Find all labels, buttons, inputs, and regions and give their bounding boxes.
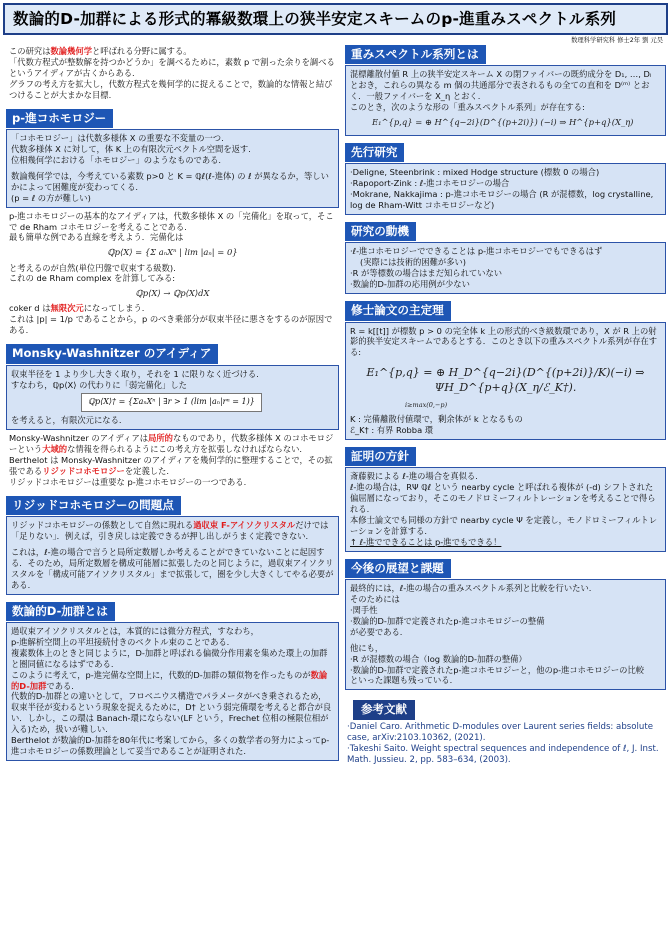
heading-weight: 重みスペクトル系列とは bbox=[345, 45, 486, 64]
box-weight bbox=[345, 65, 666, 136]
title-bar bbox=[3, 3, 668, 35]
highlight-global: 大域的 bbox=[42, 443, 68, 454]
body-text: になってしまう. bbox=[83, 303, 145, 314]
page-title: 数論的D-加群による形式的冪級数環上の狭半安定スキームのp-進重みスペクトル系列 bbox=[13, 9, 617, 28]
box-text: 複素数体上のときと同じように，D-加群と呼ばれる偏微分作用素を集めた環上の加群と圏同値になるはずである. bbox=[11, 647, 328, 669]
box-text: ·数論的D-加群で定義されたp-進コホモロジーと，他のp-進コホモロジーの比較 bbox=[350, 664, 645, 675]
box-future bbox=[345, 579, 666, 690]
body-text: なものであり，代数多様体 X のコホモロジーという bbox=[9, 432, 334, 454]
box-text-rigid bbox=[11, 520, 334, 542]
formula-weak-completion: ℚp⟨X⟩† = {ΣaₙXⁿ | ∃r > 1 (lim |aₙ|rⁿ = 1)} bbox=[81, 393, 262, 412]
box-text: ·R が等標数の場合はまだ知られていない bbox=[350, 268, 503, 279]
box-p-adic-cohomology bbox=[6, 129, 339, 208]
body-text: coker d は bbox=[9, 303, 51, 314]
box-text: Berthelot が数論的D-加群を80年代に考案してから，多くの数学者の努力によってp-進コホモロジーの係数理論として妥当であることが証明された. bbox=[11, 735, 330, 757]
body-text: Monsky-Washnitzer のアイディアは bbox=[9, 432, 149, 443]
body-text: これの de Rham complex を計算してみる: bbox=[9, 273, 176, 284]
reference-list bbox=[345, 722, 666, 767]
box-thesis bbox=[345, 322, 666, 440]
body-text-berthelot bbox=[9, 455, 336, 477]
reference-item: ·Daniel Caro. Arithmetic D-modules over Laurent series fields: absolute case, arXiv:2103.10362, (2021). bbox=[347, 721, 654, 743]
box-text: である. bbox=[46, 680, 74, 691]
heading-rigid-problem: リジッドコホモロジーの問題点 bbox=[6, 496, 181, 515]
heading-proof: 証明の方針 bbox=[345, 447, 416, 466]
box-text: ℓ-進の場合は，RΨ ℚℓ という nearby cycle と呼ばれる複体が (-d) シフトされた偏屈層になっており，そこのモノドロミーフィルトレーションを考えることで得られる. bbox=[350, 482, 656, 514]
box-text: このとき，次のような形の「重みスペクトル系列」が存在する: bbox=[350, 102, 585, 113]
intro-highlight: 数論幾何学 bbox=[50, 46, 92, 56]
box-text: ·ℓ-進コホモロジーでできることは p-進コホモロジーでもできるはず bbox=[350, 246, 603, 257]
formula-de-rham: ℚp⟨X⟩ → ℚp⟨X⟩dX bbox=[135, 288, 210, 299]
box-text: (実際には技術的困難が多い) bbox=[360, 257, 467, 268]
box-text: ·関手性 bbox=[350, 604, 378, 615]
box-text: ·数論的D-加群の応用例が少ない bbox=[350, 279, 470, 290]
box-text: これは，ℓ-進の場合で言うと局所定数層しか考えることができていないことに起因する．そのため，局所定数層を構成可能層に拡張したのと同じように，過収束アイソクリスタルを「構成可能アイソクリスタル」まで拡張して，圏を少し大きくしてやる必要がある. bbox=[11, 546, 334, 590]
box-text: そのためには bbox=[350, 593, 400, 604]
heading-prior: 先行研究 bbox=[345, 143, 404, 162]
formula-index: i≥max(0,−p) bbox=[405, 401, 448, 410]
highlight-isocrystal: 過収束 F-アイソクリスタル bbox=[193, 519, 296, 530]
box-rigid-problem bbox=[6, 516, 339, 595]
formula-main-theorem: E₁^{p,q} = ⊕ H_D^{q−2i}(D^{(p+2i)}/K)(−i) ⇒ ΨH_D^{p+q}(X_η/ℰ_K†). bbox=[366, 366, 645, 394]
box-text: ·R が混標数の場合（log 数論的D-加群の整備） bbox=[350, 653, 527, 664]
box-text: だけでは「足りない」．例えば，引き戻しは定義できるが押し出しがうまく定義できない. bbox=[11, 519, 329, 541]
box-text: 他にも， bbox=[350, 642, 384, 653]
box-text: ℰ_K† : 有界 Robba 環 bbox=[350, 424, 434, 435]
intro-text: この研究は bbox=[9, 46, 51, 56]
box-arith-d bbox=[6, 622, 339, 761]
box-text: 「コホモロジー」は代数多様体 X の重要な不変量の一つ. bbox=[11, 132, 224, 143]
p-adic-cohomology-body bbox=[6, 208, 339, 338]
box-text: 代数多様体 X に対して，体 K 上の有限次元ベクトル空間を返す. bbox=[11, 143, 251, 154]
intro-line-1 bbox=[9, 46, 336, 57]
body-text: と考えるのが自然(単位円盤で収束する級数). bbox=[9, 262, 176, 273]
box-text: リジッドコホモロジーの係数として自然に現れる bbox=[11, 519, 194, 530]
box-text: 位相幾何学における「ホモロジー」のようなものである. bbox=[11, 154, 222, 165]
heading-p-adic-cohomology: p-進コホモロジー bbox=[6, 109, 113, 128]
highlight-arith-d: 数論的D-加群 bbox=[11, 669, 328, 691]
box-text: 過収束アイソクリスタルとは，本質的には微分方程式，すなわち， bbox=[11, 625, 259, 636]
box-text: K : 完備離散付値環で，剰余体が k となるもの bbox=[350, 413, 523, 424]
body-text: を定義した. bbox=[124, 465, 169, 476]
intro-block bbox=[6, 45, 339, 102]
body-text: な情報を得られるようにこの考え方を拡張しなければならない. bbox=[67, 443, 303, 454]
intro-line-2: 「代数方程式が整数解を持つかどうか」を調べるために，素数 p で割った余りを調べるというアイディアが古くからある. bbox=[9, 56, 335, 78]
box-text: すなわち，ℚp⟨X⟩ の代わりに「弱完備化」した bbox=[11, 379, 187, 390]
formula-completion: ℚp⟨X⟩ = {Σ aₙXⁿ | lim |aₙ| = 0} bbox=[107, 247, 238, 258]
box-text: (p = ℓ の方が難しい) bbox=[11, 192, 91, 203]
body-text: これは |p| = 1/p であることから，p のべき乗部分が収束半径に悪さをするのが原因である. bbox=[9, 314, 333, 336]
box-text: ·数論的D-加群で定義されたp-進コホモロジーの整備 bbox=[350, 615, 545, 626]
highlight-local: 局所的 bbox=[148, 432, 173, 443]
box-text: 斎藤毅による ℓ-進の場合を真似る. bbox=[350, 471, 478, 482]
box-proof bbox=[345, 467, 666, 552]
body-text-monsky bbox=[9, 433, 336, 455]
box-prior bbox=[345, 163, 666, 215]
box-text: p-進解析空間上の平坦接続付きのベクトル束のことである. bbox=[11, 636, 230, 647]
box-text: R = k[[t]] が標数 p > 0 の完全体 k 上の形式的べき級数環であり，X が R 上の射影的狭半安定スキームであるとする．このとき以下の重みスペクトル系列が存在する: bbox=[350, 325, 657, 358]
highlight-infinite-dim: 無限次元 bbox=[50, 303, 84, 314]
box-text: 混標離散付値 R 上の狭半安定スキーム X の閉ファイバーの既約成分を D₁, …, Dₗ とおき，これらの異なる m 個の共通部分で表されるもの全ての直和を D⁽ᵐ⁾ とおく．一般ファイバーを X_η とおく. bbox=[350, 69, 652, 102]
heading-monsky: Monsky-Washnitzer のアイディア bbox=[6, 344, 218, 363]
right-column bbox=[345, 45, 666, 766]
body-text: Berthelot は Monsky-Washnitzer のアイディアを幾何学的に整理することで，その拡張である bbox=[9, 454, 333, 476]
heading-future: 今後の展望と課題 bbox=[345, 559, 451, 578]
box-text: ↑ ℓ-進でできることは p-進でもできる！ bbox=[350, 536, 502, 547]
box-text: このように考えて，p-進完備な空間上に，代数的D-加群の類似物を作ったものが bbox=[11, 669, 311, 680]
box-text: 数論幾何学では，今考えている素数 p>0 と K = ℚℓ(ℓ-進体) の ℓ が異なるか，等しいかによって困難度が変わってくる. bbox=[11, 170, 329, 192]
box-text-arith bbox=[11, 670, 334, 692]
reference-item: ·Takeshi Saito. Weight spectral sequences and independence of ℓ, J. Inst. Math. Jussieu. 2, pp. 583–634, (2003). bbox=[347, 743, 659, 766]
box-text: ·Rapoport-Zink : ℓ-進コホモロジーの場合 bbox=[350, 178, 510, 189]
heading-arith-d: 数論的D-加群とは bbox=[6, 602, 115, 621]
box-text: ·Mokrane, Nakkajima : p-進コホモロジーの場合 (R が混標数，log crystalline, log de Rham-Witt コホモロジーなど) bbox=[350, 189, 654, 211]
body-text-coker bbox=[9, 303, 336, 314]
heading-references: 参考文献 bbox=[353, 700, 415, 719]
box-text: といった課題も残っている. bbox=[350, 675, 453, 686]
intro-text: と呼ばれる分野に属する。 bbox=[92, 46, 192, 56]
body-text: p-進コホモロジーの基本的なアイディアは，代数多様体 X の「完備化」を取って，そこで de Rham コホモロジーを考えることである. bbox=[9, 210, 334, 232]
box-text: 代数的D-加群との違いとして，フロベニウス構造でパラメータがべき乗されるため，収束半径が変わるという現象を捉えるために，D† という弱完備環を考えると都合が良い．しかし，この環は Banach-環にならない(LF という，Frechet 位相の極限位相が入る)ため，扱いが難しい. bbox=[11, 691, 332, 735]
box-text: 収束半径を 1 より少し大きく取り，それを 1 に限りなく近づける. bbox=[11, 368, 259, 379]
box-motivation bbox=[345, 242, 666, 294]
heading-motivation: 研究の動機 bbox=[345, 222, 416, 241]
heading-thesis: 修士論文の主定理 bbox=[345, 301, 451, 320]
box-monsky bbox=[6, 365, 339, 430]
box-text: 本修士論文でも同様の方針で nearby cycle Ψ を定義し，モノドロミーフィルトレーションを計算する. bbox=[350, 514, 658, 536]
body-text: 最も簡単な例である直線を考えよう．完備化は bbox=[9, 232, 184, 243]
highlight-rigid: リジッドコホモロジー bbox=[42, 465, 125, 476]
author-line: 数理科学研究科 修士2年 劉 元昊 bbox=[571, 37, 663, 44]
box-text: ·Deligne, Steenbrink : mixed Hodge structure (標数 0 の場合) bbox=[350, 167, 600, 178]
monsky-body bbox=[6, 430, 339, 489]
formula-weight-spectral: E₁^{p,q} = ⊕ H^{q−2i}(D^{(p+2i)}) (−i) ⇒ H^{p+q}(X_η) bbox=[372, 117, 634, 128]
box-text: を考えると，有限次元になる. bbox=[11, 415, 122, 426]
intro-line-3: グラフの考え方を拡大し，代数方程式を幾何学的に捉えることで，数論的な情報と結びつけることが大まかな目標. bbox=[9, 78, 333, 100]
box-text: が必要である. bbox=[350, 626, 403, 637]
body-text: リジッドコホモロジーは重要な p-進コホモロジーの一つである. bbox=[9, 476, 247, 487]
box-text: 最終的には，ℓ-進の場合の重みスペクトル系列と比較を行いたい. bbox=[350, 582, 592, 593]
left-column bbox=[6, 45, 339, 761]
